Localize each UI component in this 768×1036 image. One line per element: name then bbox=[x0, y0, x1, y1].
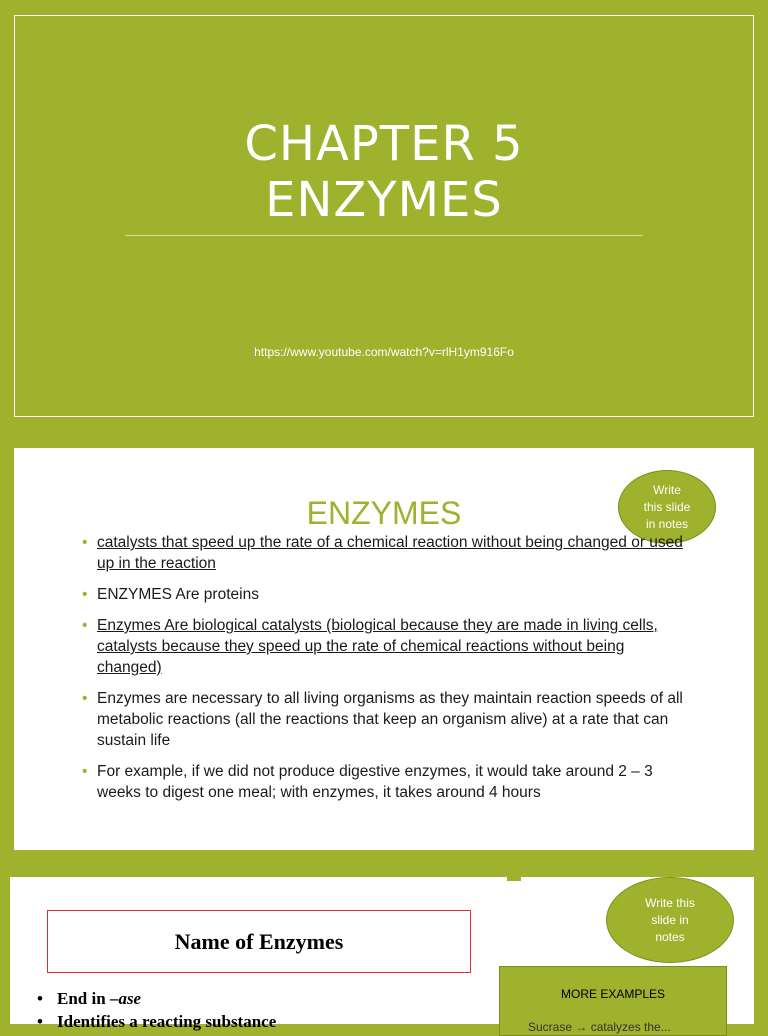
bullet-text: Enzymes are necessary to all living organisms as they maintain reaction speeds of all metabolic reactions (all the reactions that keep an organism alive) at a rate that can sustain life bbox=[97, 690, 683, 749]
bullet-item bbox=[80, 584, 692, 605]
slide-edge-notch bbox=[507, 877, 521, 881]
video-link[interactable]: https://www.youtube.com/watch?v=rlH1ym916Fo bbox=[254, 345, 514, 359]
slide-title bbox=[15, 116, 753, 228]
bullet-item bbox=[80, 532, 692, 574]
notes-bubble: Write this slide in notes bbox=[618, 470, 716, 544]
title-slide bbox=[14, 15, 754, 417]
bullet-text: Enzymes Are biological catalysts (biological because they are made in living cells, catalysts because they speed up the rate of chemical reactions without being changed) bbox=[97, 617, 658, 676]
bullet-item bbox=[80, 688, 692, 751]
enzymes-slide bbox=[14, 448, 754, 850]
bullet-text: For example, if we did not produce digestive enzymes, it would take around 2 – 3 weeks to digest one meal; with enzymes, it takes around 4 hours bbox=[97, 763, 653, 801]
bullet-text: catalysts that speed up the rate of a chemical reaction without being changed or used up in the reaction bbox=[97, 534, 683, 572]
bullet-text: End in bbox=[57, 989, 110, 1008]
notes-bubble: Write this slide in notes bbox=[606, 877, 734, 963]
examples-box bbox=[499, 966, 727, 1036]
title-line-2: ENZYMES bbox=[265, 172, 503, 228]
examples-text: Sucrase → catalyzes the... bbox=[528, 1020, 671, 1034]
slide-heading: ENZYMES bbox=[306, 495, 462, 531]
bullet-suffix: –ase bbox=[109, 989, 142, 1008]
bullet-item bbox=[32, 987, 276, 1010]
title-line-1: CHAPTER 5 bbox=[244, 116, 524, 172]
names-slide bbox=[10, 877, 754, 1034]
bullet-text: Identifies a reacting substance bbox=[57, 1012, 277, 1031]
bullet-list bbox=[80, 532, 692, 813]
bullet-list bbox=[32, 987, 276, 1033]
examples-title: MORE EXAMPLES bbox=[560, 987, 666, 1001]
bullet-item bbox=[80, 615, 692, 678]
title-divider bbox=[125, 235, 643, 236]
heading-box: Name of Enzymes bbox=[47, 910, 471, 973]
bullet-item bbox=[32, 1010, 276, 1033]
bullet-item bbox=[80, 761, 692, 803]
bullet-text: ENZYMES Are proteins bbox=[97, 586, 259, 603]
